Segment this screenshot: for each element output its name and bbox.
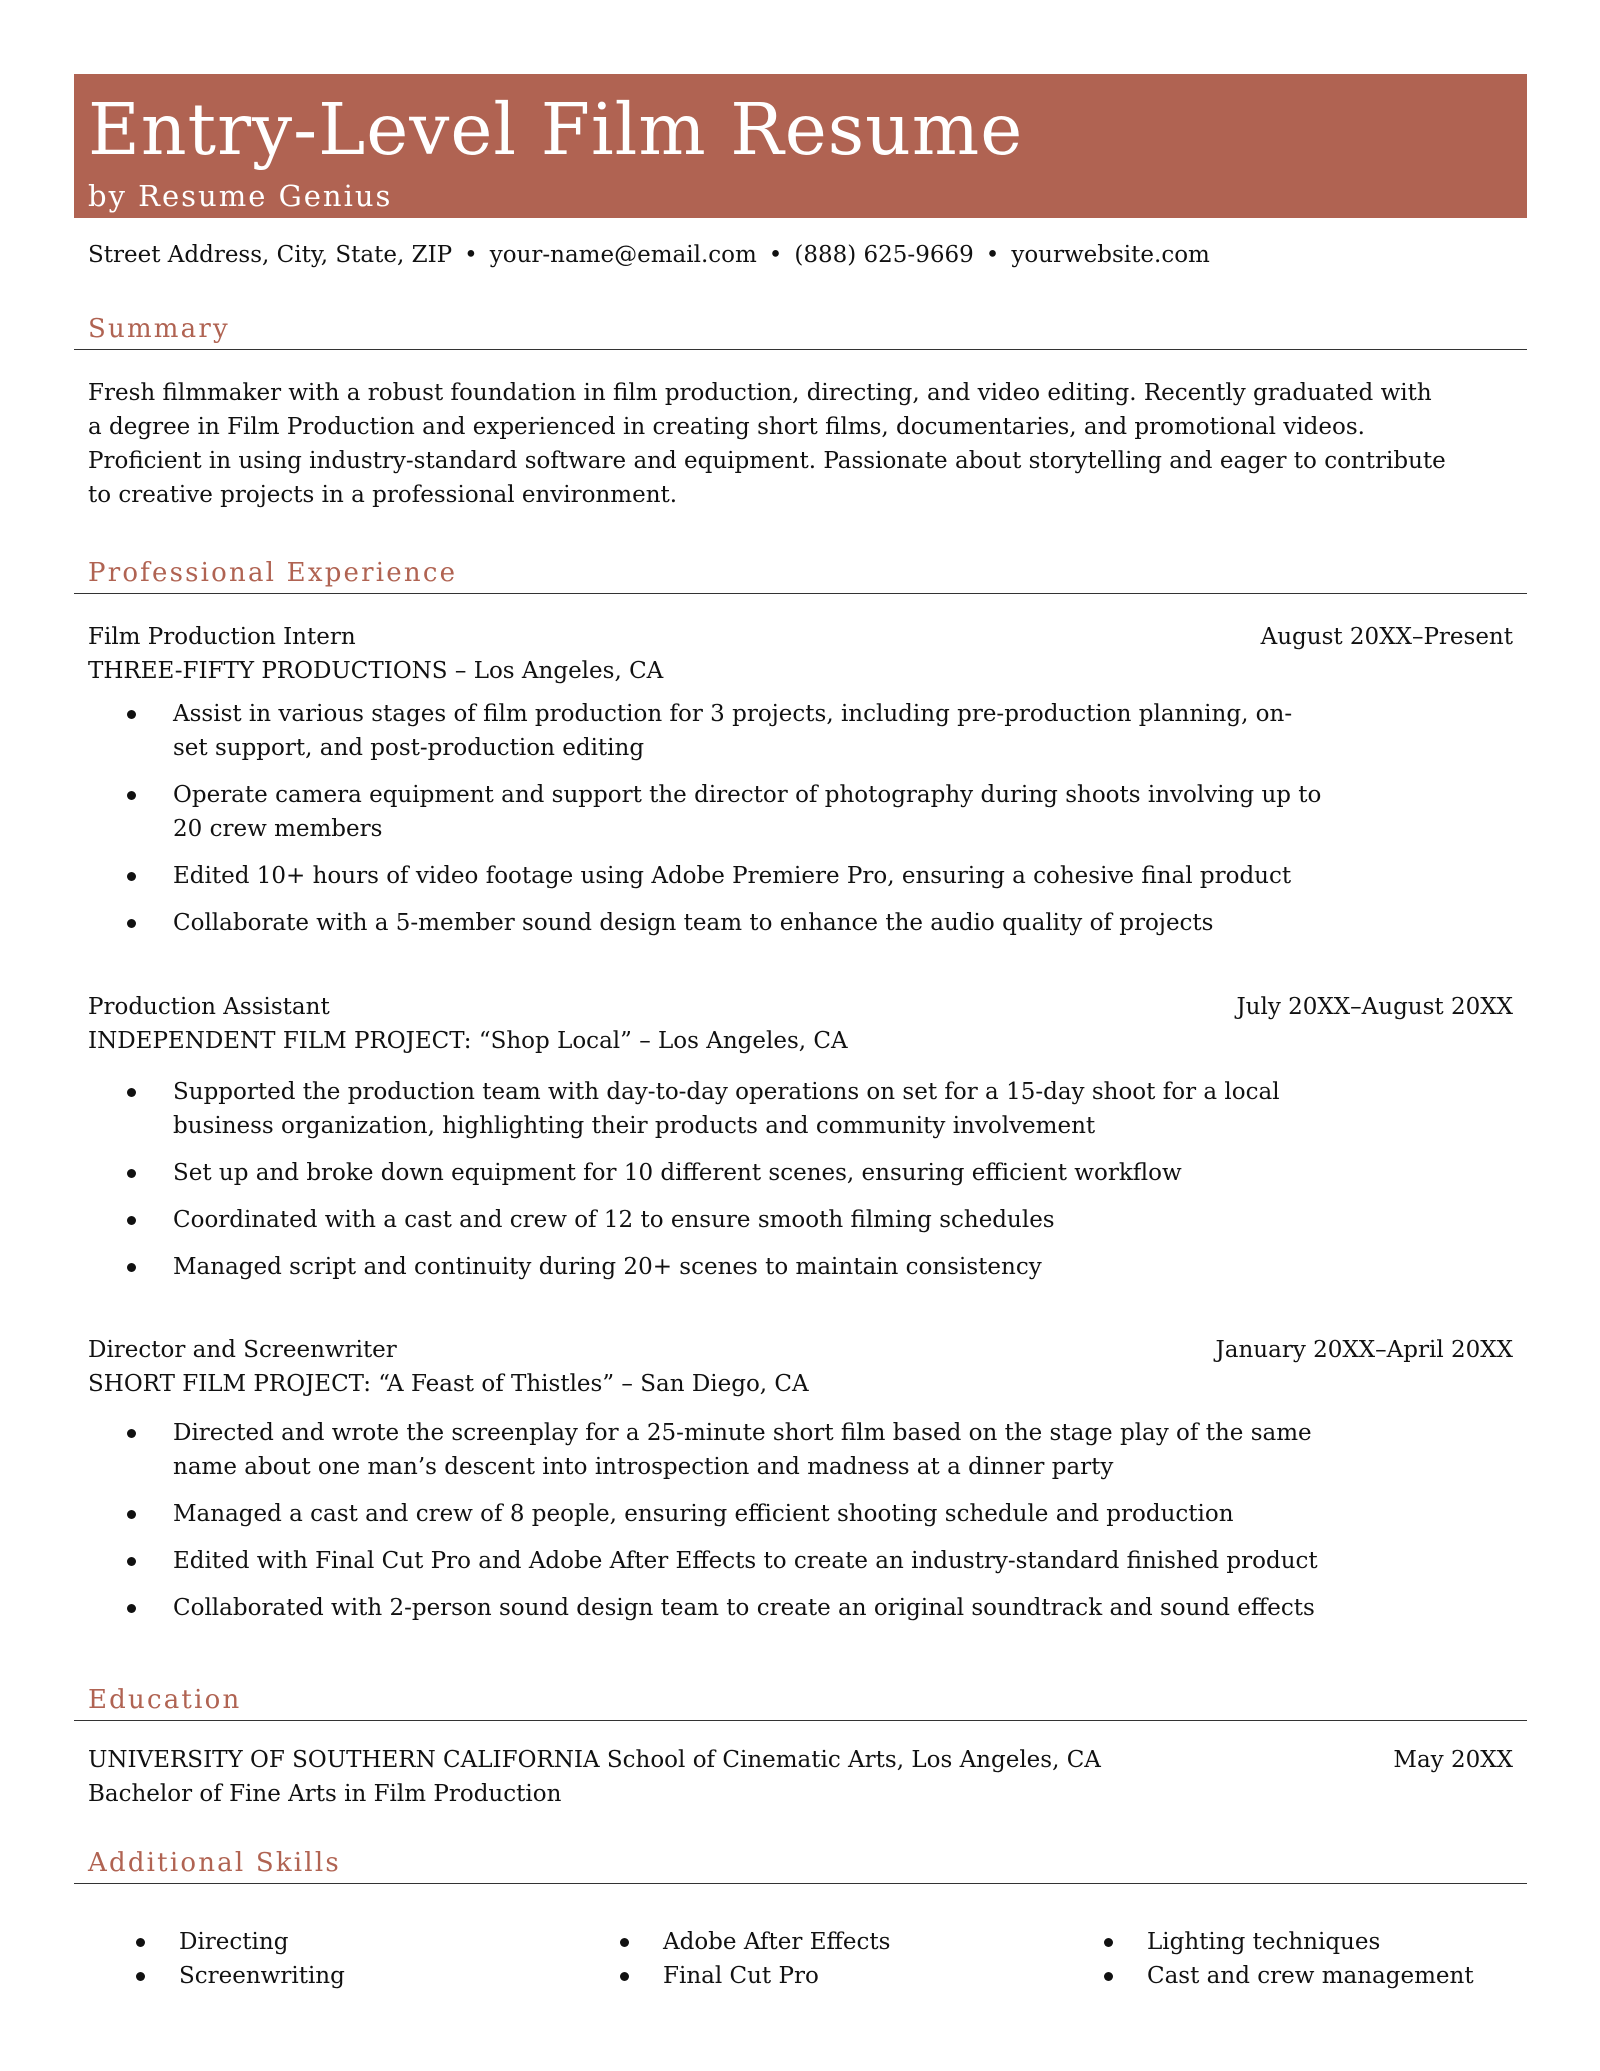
job-dates: July 20XX–August 20XX: [1236, 994, 1513, 1020]
bullet-separator: •: [985, 242, 1000, 268]
list-item: [74, 778, 1527, 846]
job-dates: January 20XX–April 20XX: [1215, 1337, 1513, 1363]
section-heading-experience: [74, 553, 1527, 594]
list-item: [74, 859, 1527, 893]
list-item: [74, 697, 1527, 765]
bullet-text: Set up and broke down equipment for 10 different scenes, ensuring efficient workflow: [173, 1160, 1182, 1186]
list-item: [74, 1203, 1527, 1237]
contact-website[interactable]: yourwebsite.com: [1011, 242, 1210, 268]
bullet-text: Managed script and continuity during 20+ scenes to maintain consistency: [173, 1254, 1042, 1280]
bullet-text: Collaborated with 2-person sound design team to create an original soundtrack and sound effects: [173, 1595, 1315, 1621]
list-item: [74, 1497, 1527, 1531]
bullet-text: Directed and wrote the screenplay for a 25-minute short film based on the stage play of the same: [173, 1420, 1312, 1446]
list-item: [74, 1416, 1527, 1484]
section-title: Professional Experience: [88, 558, 458, 588]
skill-label: Final Cut Pro: [663, 1963, 819, 1989]
bullet-icon: [620, 1938, 629, 1947]
job-bullets: [74, 1075, 1527, 1297]
skill-label: Cast and crew management: [1147, 1963, 1474, 1989]
bullet-icon: [1104, 1938, 1113, 1947]
bullet-text: Edited with Final Cut Pro and Adobe After Effects to create an industry-standard finished product: [173, 1548, 1318, 1574]
bullet-icon: [127, 710, 136, 719]
bullet-icon: [620, 1972, 629, 1981]
summary-line: to creative projects in a professional environment.: [88, 482, 678, 508]
bullet-icon: [127, 1169, 136, 1178]
contact-email[interactable]: your-name@email.com: [489, 242, 757, 268]
skill-label: Screenwriting: [179, 1963, 345, 1989]
bullet-text: Collaborate with a 5-member sound design team to enhance the audio quality of projects: [173, 910, 1214, 936]
bullet-text: Assist in various stages of film production for 3 projects, including pre-production planning, on-: [173, 701, 1293, 727]
job-company: SHORT FILM PROJECT: “A Feast of Thistles” – San Diego, CA: [88, 1371, 809, 1397]
job-entry-header: [88, 1333, 1513, 1401]
list-item: [74, 1544, 1527, 1578]
bullet-separator: •: [464, 242, 478, 268]
bullet-text: Operate camera equipment and support the director of photography during shoots involving up to: [173, 782, 1322, 808]
list-item: [74, 1156, 1527, 1190]
contact-address: Street Address, City, State, ZIP: [88, 242, 453, 268]
section-title: Education: [88, 1685, 242, 1715]
bullet-icon: [127, 872, 136, 881]
bullet-icon: [127, 919, 136, 928]
education-entry: [88, 1743, 1513, 1811]
bullet-text: name about one man’s descent into introspection and madness at a dinner party: [173, 1454, 1114, 1480]
list-item: [74, 1075, 1527, 1143]
skills-column: [620, 1925, 890, 1993]
header-banner: [74, 74, 1527, 218]
bullet-text: business organization, highlighting their products and community involvement: [173, 1113, 1096, 1139]
contact-phone: (888) 625-9669: [794, 242, 974, 268]
job-entry-header: [88, 990, 1513, 1058]
skill-label: Directing: [179, 1929, 289, 1955]
bullet-icon: [127, 1216, 136, 1225]
skill-label: Lighting techniques: [1147, 1929, 1381, 1955]
bullet-icon: [127, 791, 136, 800]
skill-item: [136, 1959, 345, 1993]
bullet-icon: [127, 1429, 136, 1438]
job-company: INDEPENDENT FILM PROJECT: “Shop Local” – Los Angeles, CA: [88, 1028, 848, 1054]
section-heading-education: [74, 1680, 1527, 1721]
job-bullets: [74, 1416, 1527, 1638]
job-title: Production Assistant: [88, 994, 330, 1020]
summary-line: a degree in Film Production and experienced in creating short films, documentaries, and promotional videos.: [88, 414, 1365, 440]
bullet-icon: [136, 1938, 145, 1947]
bullet-text: Edited 10+ hours of video footage using Adobe Premiere Pro, ensuring a cohesive final product: [173, 863, 1292, 889]
list-item: [74, 906, 1527, 940]
bullet-separator: •: [768, 242, 783, 268]
skill-item: [1104, 1959, 1474, 1993]
bullet-icon: [1104, 1972, 1113, 1981]
contact-line: [88, 238, 1210, 272]
bullet-text: 20 crew members: [173, 816, 383, 842]
bullet-icon: [127, 1604, 136, 1613]
job-entry-header: [88, 620, 1513, 688]
skill-item: [1104, 1925, 1474, 1959]
resume-title: Entry-Level Film Resume: [88, 88, 1024, 171]
job-title: Film Production Intern: [88, 624, 356, 650]
education-date: May 20XX: [1393, 1747, 1513, 1773]
list-item: [74, 1250, 1527, 1284]
job-title: Director and Screenwriter: [88, 1337, 397, 1363]
bullet-icon: [136, 1972, 145, 1981]
summary-paragraph: [88, 376, 1528, 512]
skills-column: [136, 1925, 345, 1993]
bullet-text: Coordinated with a cast and crew of 12 to ensure smooth filming schedules: [173, 1207, 1055, 1233]
bullet-text: set support, and post-production editing: [173, 735, 645, 761]
section-title: Additional Skills: [88, 1848, 341, 1878]
section-heading-skills: [74, 1843, 1527, 1884]
list-item: [74, 1591, 1527, 1625]
skill-item: [620, 1925, 890, 1959]
section-heading-summary: [74, 309, 1527, 350]
bullet-icon: [127, 1263, 136, 1272]
resume-subtitle: by Resume Genius: [88, 179, 393, 213]
bullet-text: Supported the production team with day-to-day operations on set for a 15-day shoot for a local: [173, 1079, 1280, 1105]
skill-label: Adobe After Effects: [663, 1929, 891, 1955]
education-degree: Bachelor of Fine Arts in Film Production: [88, 1781, 562, 1807]
bullet-text: Managed a cast and crew of 8 people, ensuring efficient shooting schedule and production: [173, 1501, 1234, 1527]
section-title: Summary: [88, 314, 230, 344]
job-company: THREE-FIFTY PRODUCTIONS – Los Angeles, CA: [88, 658, 664, 684]
education-school: UNIVERSITY OF SOUTHERN CALIFORNIA School of Cinematic Arts, Los Angeles, CA: [88, 1747, 1101, 1773]
summary-line: Proficient in using industry-standard software and equipment. Passionate about storytelling and eager to contribute: [88, 448, 1446, 474]
summary-line: Fresh filmmaker with a robust foundation in film production, directing, and video editing. Recently graduated with: [88, 380, 1432, 406]
skill-item: [620, 1959, 890, 1993]
job-dates: August 20XX–Present: [1260, 624, 1513, 650]
skills-column: [1104, 1925, 1474, 1993]
bullet-icon: [127, 1510, 136, 1519]
bullet-icon: [127, 1088, 136, 1097]
skill-item: [136, 1925, 345, 1959]
bullet-icon: [127, 1557, 136, 1566]
job-bullets: [74, 697, 1527, 953]
